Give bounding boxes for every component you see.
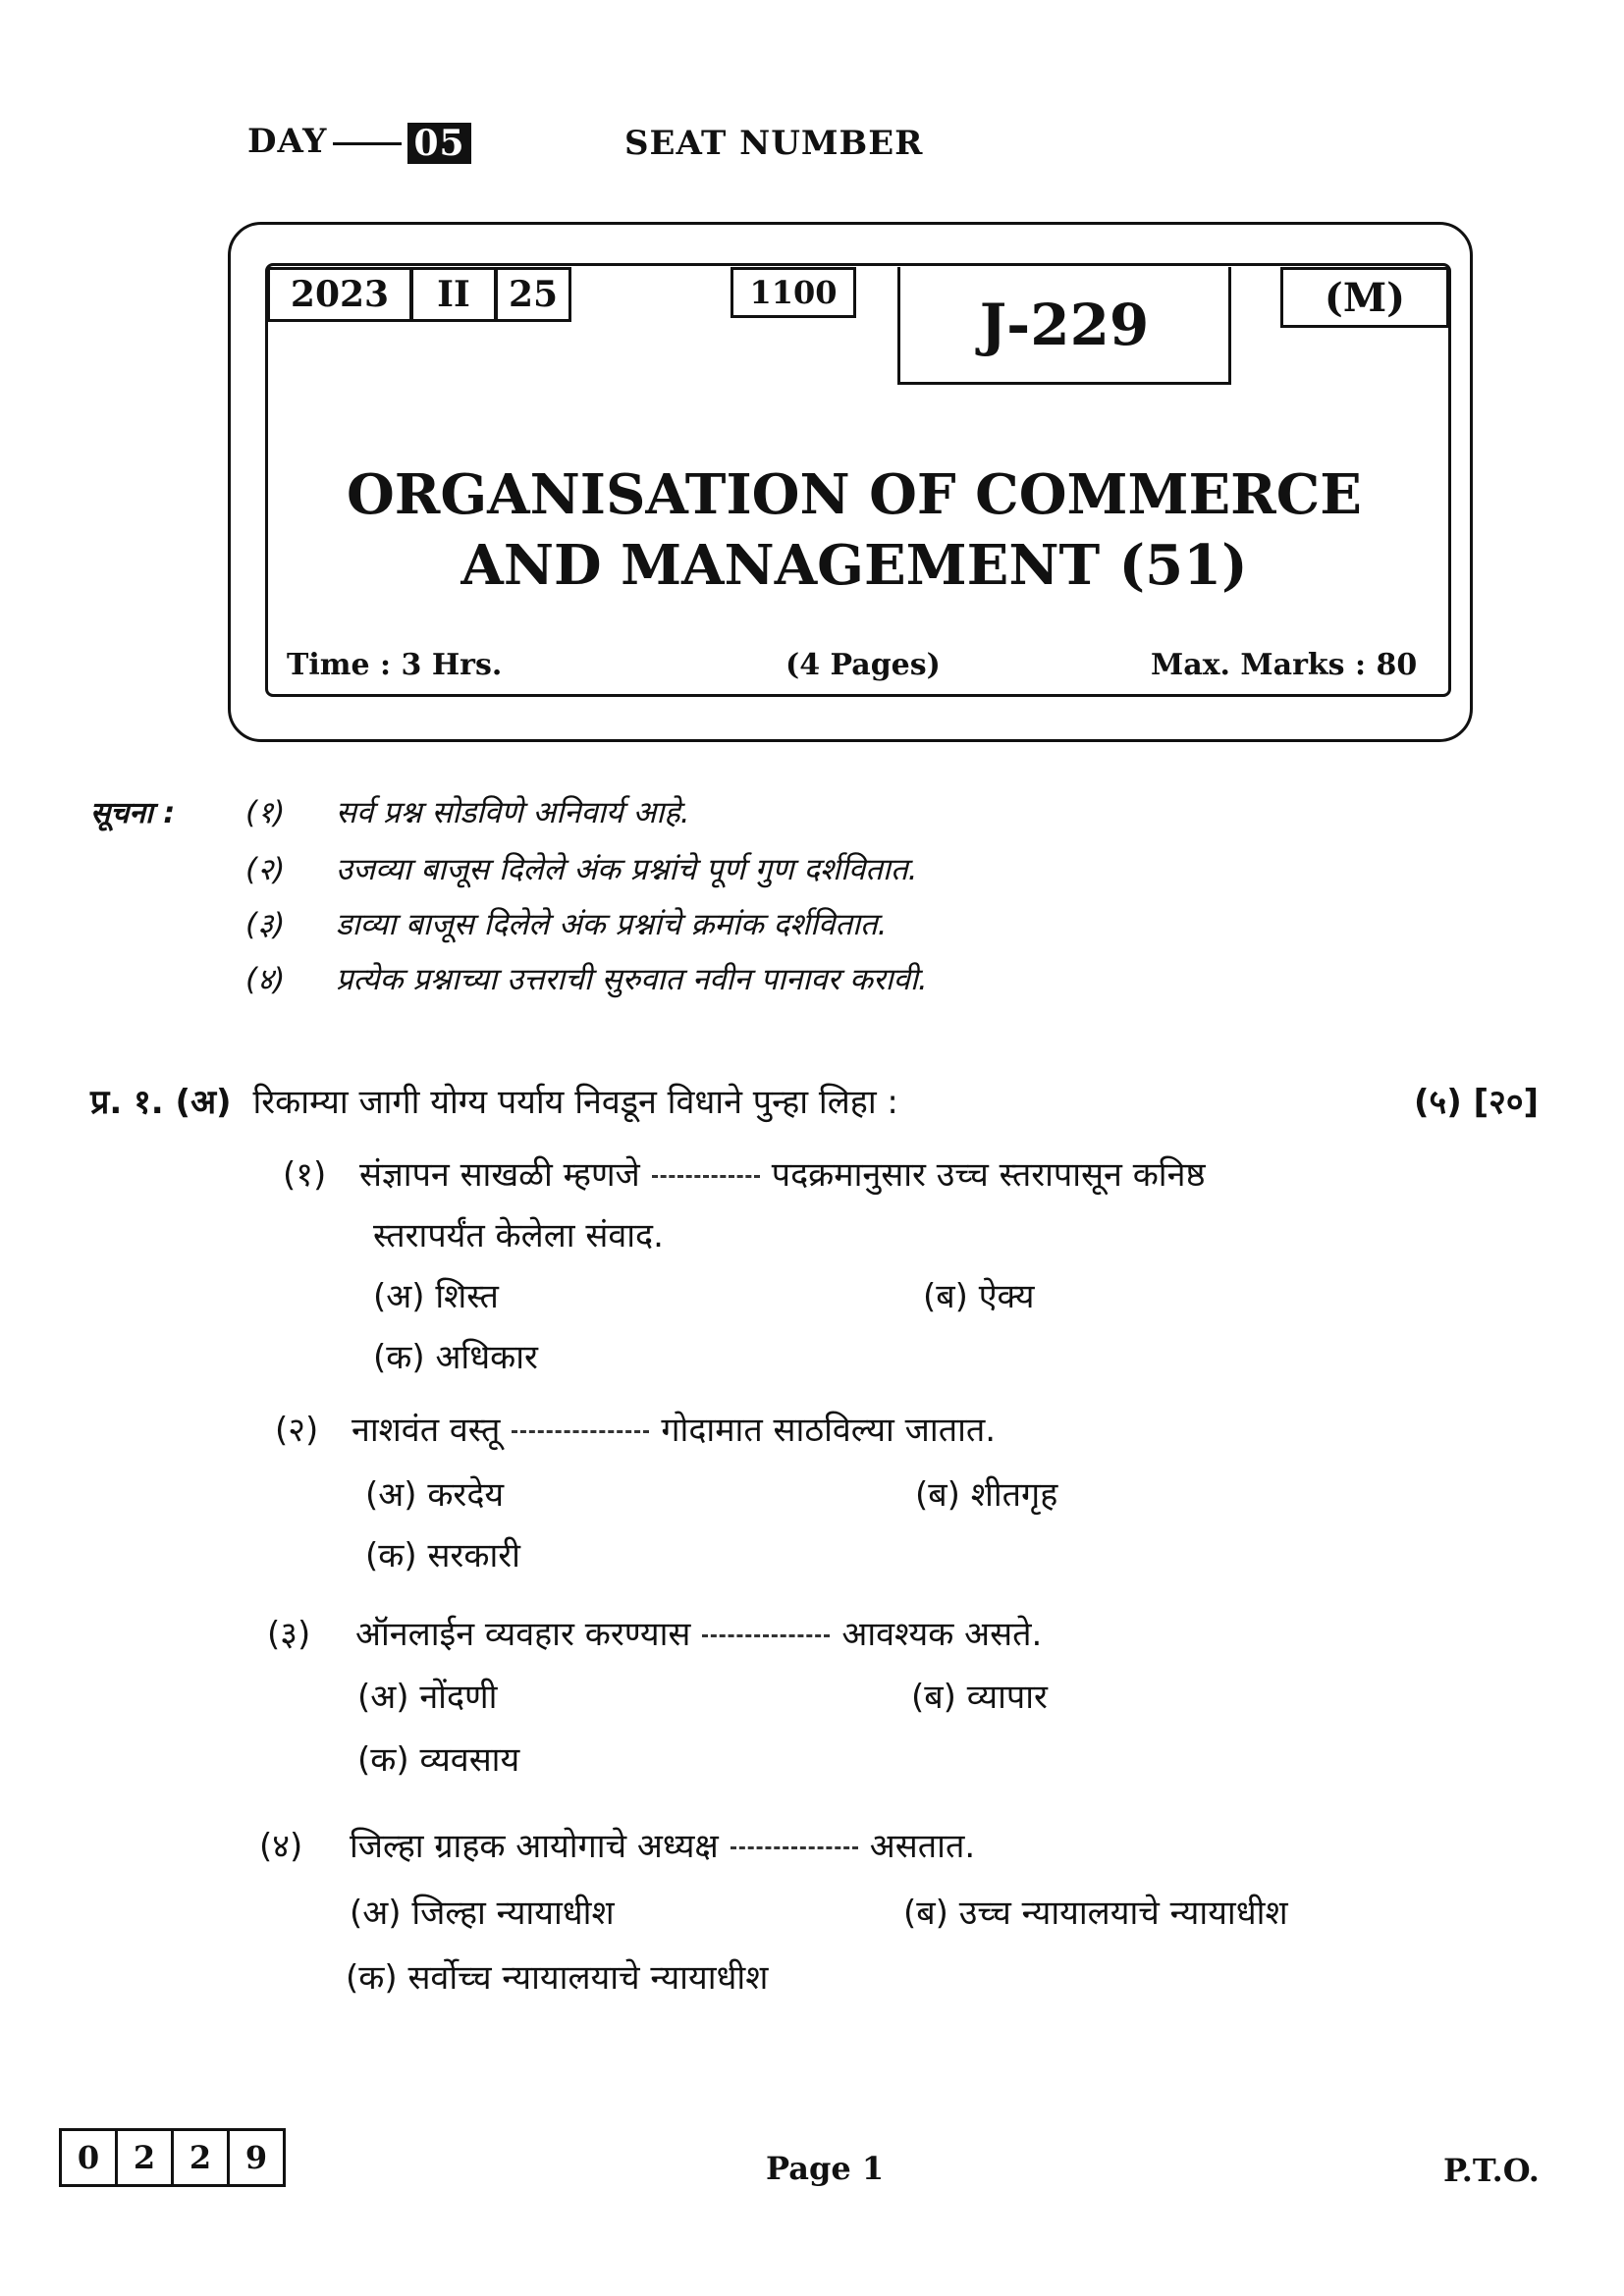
question-marks: (५) [२०] (1414, 1083, 1540, 1122)
instruction-text: डाव्या बाजूस दिलेले अंक प्रश्नांचे क्रमांक दर्शवितात. (336, 907, 888, 942)
instruction-text: प्रत्येक प्रश्नाच्या उत्तराची सुरुवात नवीन पानावर करावी. (336, 962, 928, 997)
option-a: (अ) नोंदणी (357, 1678, 498, 1717)
instruction-text: सर्व प्रश्न सोडविणे अनिवार्य आहे. (336, 795, 690, 830)
option-a: (अ) करदेय (365, 1475, 505, 1515)
instruction-item (245, 848, 917, 889)
time-code-box: 1100 (731, 267, 856, 318)
page-number: Page 1 (766, 2150, 885, 2187)
option-b: (ब) ऐक्य (923, 1277, 1035, 1316)
item-number: (२) (275, 1411, 319, 1450)
code-digit: 2 (174, 2131, 230, 2184)
item-text-after: पदक्रमानुसार उच्च स्तरापासून कनिष्ठ (771, 1155, 1206, 1195)
day-label: DAY (247, 122, 328, 161)
seat-number-label: SEAT NUMBER (624, 124, 924, 163)
please-turn-over: P.T.O. (1443, 2152, 1540, 2189)
option-b: (ब) शीतगृह (915, 1475, 1058, 1515)
item-number: (४) (259, 1827, 303, 1866)
medium-box: (M) (1280, 267, 1449, 328)
instruction-item (245, 958, 928, 999)
item-number: (१) (283, 1155, 327, 1195)
time-duration: Time : 3 Hrs. (287, 648, 503, 682)
term-box: II (410, 267, 497, 322)
item-number: (३) (267, 1615, 311, 1654)
instruction-text: उजव्या बाजूस दिलेले अंक प्रश्नांचे पूर्ण गुण दर्शवितात. (336, 852, 918, 887)
option-c: (क) सरकारी (365, 1536, 520, 1575)
item-text-before: नाशवंत वस्तू (352, 1411, 501, 1450)
question-1-heading (90, 1078, 898, 1123)
paper-title-line2: AND MANAGEMENT (51) (460, 533, 1248, 598)
year-box: 2023 (267, 267, 412, 322)
day-separator (333, 142, 402, 145)
option-b: (ब) व्यापार (911, 1678, 1048, 1717)
blank-space (731, 1846, 858, 1849)
day-value: 05 (407, 123, 470, 164)
question-item-4 (259, 1822, 975, 1867)
option-a: (अ) जिल्हा न्यायाधीश (350, 1894, 615, 1933)
option-c: (क) सर्वोच्च न्यायालयाचे न्यायाधीश (346, 1958, 769, 1998)
option-a: (अ) शिस्त (373, 1277, 499, 1316)
item-text-line2: स्तरापर्यंत केलेला संवाद. (373, 1216, 664, 1255)
question-number: प्र. १. (अ) (90, 1083, 232, 1122)
code-digit: 0 (62, 2131, 118, 2184)
max-marks: Max. Marks : 80 (1151, 648, 1418, 682)
item-text-before: जिल्हा ग्राहक आयोगाचे अध्यक्ष (350, 1827, 719, 1866)
item-text-before: संज्ञापन साखळी म्हणजे (359, 1155, 640, 1195)
code-digit: 2 (118, 2131, 174, 2184)
page-count: (4 Pages) (785, 648, 941, 682)
blank-space (652, 1175, 760, 1178)
instruction-number: (३) (245, 907, 286, 942)
question-item-3 (267, 1610, 1042, 1655)
instructions-label: सूचना : (90, 796, 176, 830)
paper-code-box: J-229 (897, 267, 1231, 385)
instruction-item (245, 791, 690, 832)
item-text-after: आवश्यक असते. (841, 1615, 1043, 1654)
item-text-after: गोदामात साठविल्या जातात. (661, 1411, 997, 1450)
instruction-number: (२) (245, 852, 286, 887)
instruction-number: (१) (245, 795, 286, 830)
blank-space (512, 1430, 649, 1433)
option-b: (ब) उच्च न्यायालयाचे न्यायाधीश (903, 1894, 1288, 1933)
option-c: (क) व्यवसाय (357, 1740, 520, 1780)
item-text-after: असतात. (869, 1827, 976, 1866)
date-box: 25 (495, 267, 571, 322)
paper-code-digits (59, 2128, 286, 2187)
paper-title-line1: ORGANISATION OF COMMERCE (347, 462, 1362, 527)
day-indicator (247, 122, 471, 164)
instruction-item (245, 903, 888, 944)
question-instruction: रिकाम्या जागी योग्य पर्याय निवडून विधाने पुन्हा लिहा : (252, 1083, 898, 1122)
code-digit: 9 (244, 2139, 268, 2176)
paper-title (324, 459, 1384, 601)
item-text-before: ऑनलाईन व्यवहार करण्यास (355, 1615, 691, 1654)
instruction-number: (४) (245, 962, 286, 997)
option-c: (क) अधिकार (373, 1338, 538, 1377)
blank-space (702, 1634, 830, 1637)
question-item-1 (283, 1150, 1206, 1196)
question-item-2 (275, 1406, 996, 1451)
